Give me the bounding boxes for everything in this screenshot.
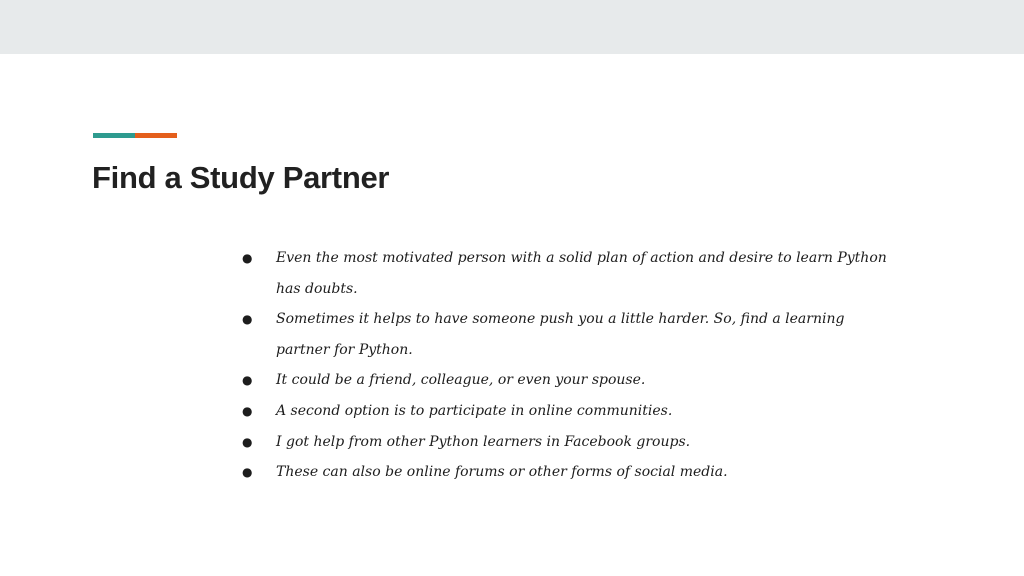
slide-title: Find a Study Partner	[92, 160, 390, 195]
title-accent-line	[93, 133, 177, 138]
list-item	[242, 427, 902, 458]
list-item	[242, 304, 902, 365]
bullet-text: A second option is to participate in online communities.	[276, 402, 673, 419]
bullet-text: I got help from other Python learners in Facebook groups.	[276, 433, 691, 450]
top-bar	[0, 0, 1024, 54]
bullet-icon: ●	[242, 465, 253, 480]
accent-teal-segment	[93, 133, 135, 138]
bullet-text: Sometimes it helps to have someone push you a little harder. So, find a learning partner for Python.	[276, 311, 845, 358]
bullet-list	[242, 243, 902, 488]
bullet-icon: ●	[242, 403, 253, 418]
bullet-icon: ●	[242, 434, 253, 449]
bullet-icon: ●	[242, 251, 253, 265]
bullet-icon: ●	[242, 373, 253, 388]
accent-orange-segment	[135, 133, 177, 138]
bullet-text: Even the most motivated person with a solid plan of action and desire to learn Python has doubts.	[276, 250, 887, 297]
list-item	[242, 396, 902, 427]
list-item	[242, 365, 902, 396]
bullet-text: It could be a friend, colleague, or even your spouse.	[276, 372, 646, 389]
list-item	[242, 243, 902, 304]
bullet-text: These can also be online forums or other forms of social media.	[276, 464, 728, 481]
bullet-icon: ●	[242, 312, 253, 327]
list-item	[242, 457, 902, 488]
